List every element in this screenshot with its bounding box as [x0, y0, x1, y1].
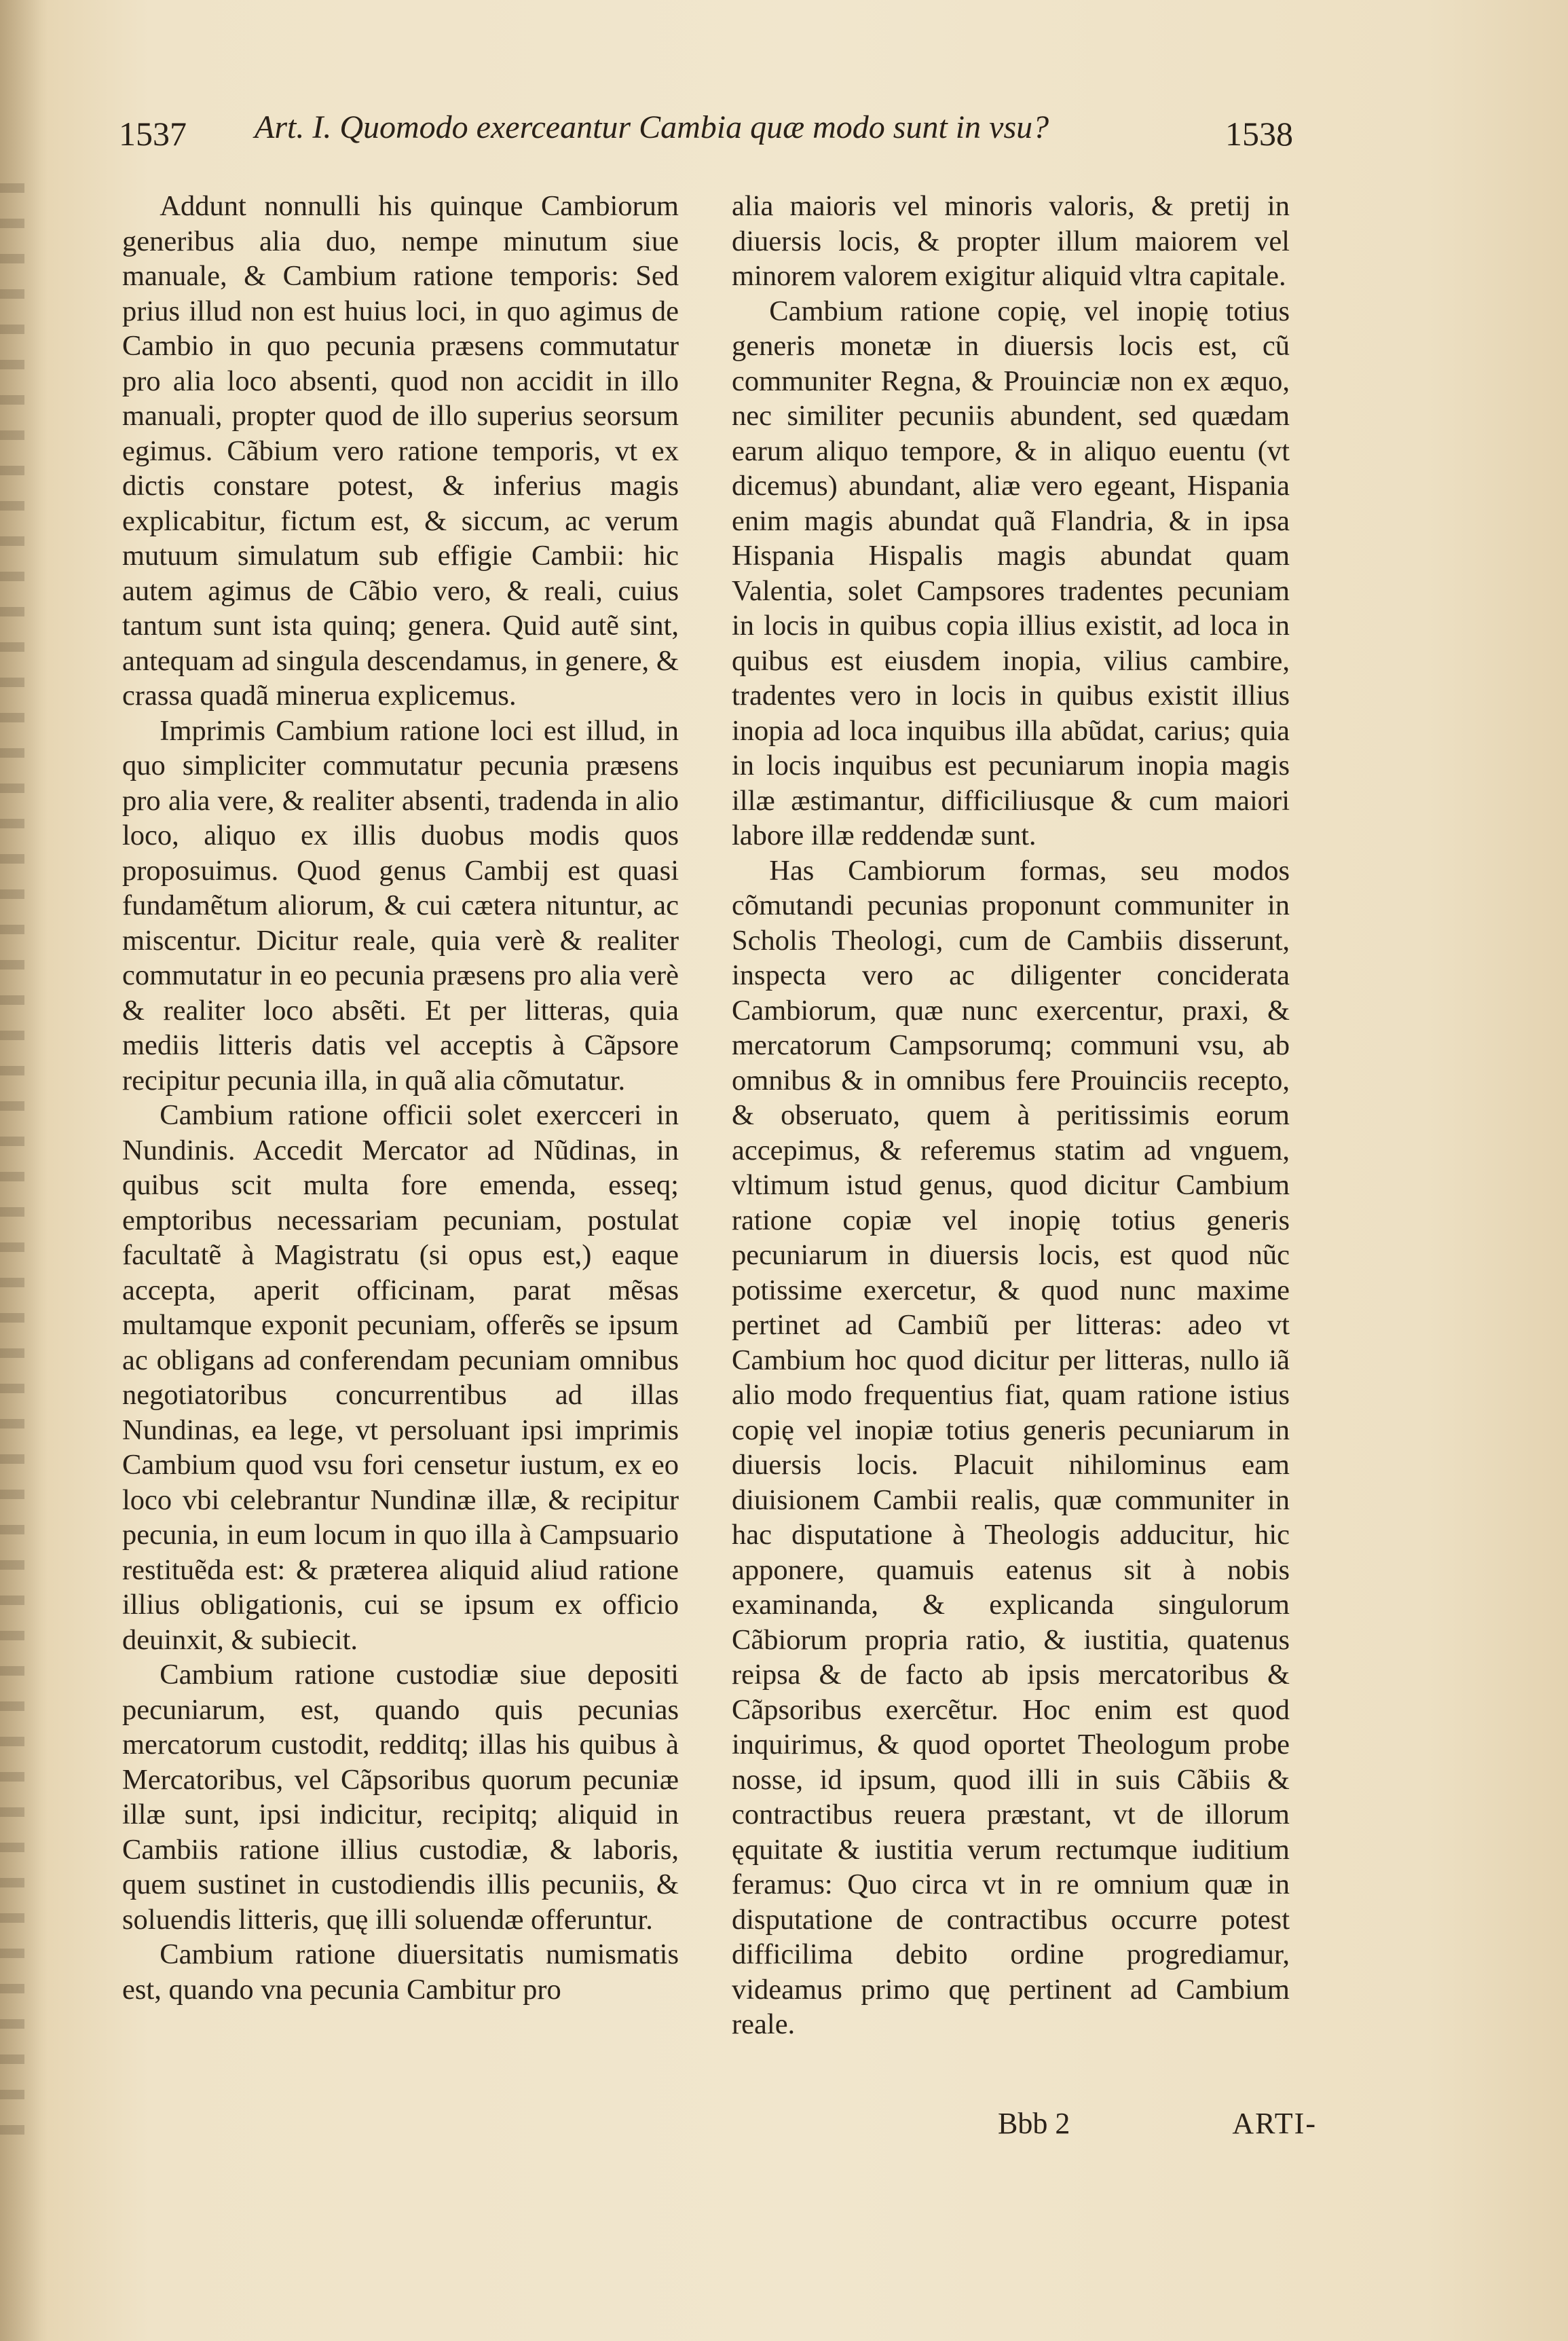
paragraph: Imprimis Cambium ratione loci est illud, in quo simpliciter commutatur pecunia præsens pro alia vere, & realiter absenti, tradenda in alio loco, aliquo ex illis duobus modis quos proposuimus. Quod genus Cambij est quasi fundamẽtum aliorum, & cui cætera nituntur, ac miscentur. Dicitur reale, quia verè & realiter commutatur in eo pecunia præsens pro alia verè & realiter loco absẽti. Et per litteras, quia mediis litteris datis vel acceptis à Cãpsore recipitur pecunia illa, in quã alia cõmutatur. [122, 714, 679, 1096]
paragraph: Cambium ratione custodiæ siue depositi pecuniarum, est, quando quis pecunias mercatorum custodit, redditq; illas his quibus à Mercatoribus, vel Cãpsoribus quorum pecuniæ illæ sunt, ipsi indicitur, recipitq; aliquid in Cambiis ratione illius custodiæ, & laboris, quem sustinet in custodiendis illis pecuniis, & soluendis litteris, quę illi soluendæ offeruntur. [122, 1659, 679, 1936]
paragraph: alia maioris vel minoris valoris, & pretij in diuersis locis, & propter illum maiorem vel minorem valorem exigitur aliquid vltra capitale. [732, 190, 1290, 292]
bleed-through-marks [0, 183, 24, 2152]
catchword: ARTI- [1232, 2107, 1317, 2140]
page-number-left: 1537 [119, 115, 187, 153]
running-header [119, 102, 1293, 163]
page-number-right: 1538 [1225, 115, 1293, 153]
paragraph: Cambium ratione diuersitatis numismatis est, quando vna pecunia Cambitur pro [122, 1938, 679, 2006]
page-footer [998, 2106, 1317, 2147]
paragraph: Cambium ratione officii solet exercceri in Nundinis. Accedit Mercator ad Nũdinas, in quibus scit multa fore emenda, esseq; emptoribus necessariam pecuniam, postulat facultatẽ à Magistratu (si opus est,) eaque accepta, aperit officinam, parat mẽsas multamque exponit pecuniam, offerẽs se ipsum ac obligans ad conferendam pecuniam omnibus negotiatoribus concurrentibus ad illas Nundinas, ea lege, vt persoluant ipsi imprimis Cambium quod vsu fori censetur iustum, ex eo loco vbi celebrantur Nundinæ illæ, & recipitur pecunia, in eum locum in quo illa à Campsuario restituẽda est: & præterea aliquid aliud ratione illius obligationis, cui se ipsum ex officio deuinxit, & subiecit. [122, 1099, 679, 1656]
paragraph: Cambium ratione copię, vel inopię totius generis monetæ in diuersis locis est, cũ communiter Regna, & Prouinciæ non ex æquo, nec similiter pecuniis abundent, sed quædam earum aliquo tempore, & in aliquo euentu (vt dicemus) abundant, aliæ vero egeant, Hispania enim magis abundat quã Flandria, & in ipsa Hispania Hispalis magis abundat quam Valentia, solet Campsores tradentes pecuniam in locis in quibus copia illius existit, ad loca in quibus est eiusdem inopia, vilius cambire, tradentes vero in locis in quibus existit illius inopia ad loca inquibus illa abũdat, carius; quia in locis inquibus est pecuniarum inopia magis illæ æstimantur, difficiliusque & cum maiori labore illæ reddendæ sunt. [732, 295, 1290, 851]
signature-mark: Bbb 2 [998, 2107, 1070, 2140]
right-column [732, 189, 1290, 2042]
paragraph: Addunt nonnulli his quinque Cambiorum generibus alia duo, nempe minutum siue manuale, & Cambium ratione temporis: Sed prius illud non est huius loci, in quo agimus de Cambio in quo pecunia præsens commutatur pro alia loco absenti, quod non accidit in illo manuali, propter quod de illo superius seorsum egimus. Cãbium vero ratione temporis, vt ex dictis constare potest, & inferius magis explicabitur, fictum est, & siccum, ac verum mutuum simulatum sub effigie Cambii: hic autem agimus de Cãbio vero, & reali, cuius tantum sunt ista quinq; genera. Quid autẽ sint, antequam ad singula descendamus, in genere, & crassa quadã minerua explicemus. [122, 190, 679, 712]
running-title: Art. I. Quomodo exerceantur Cambia quæ modo sunt in vsu? [255, 109, 1049, 145]
left-column [122, 189, 679, 2007]
paragraph: Has Cambiorum formas, seu modos cõmutandi pecunias proponunt communiter in Scholis Theologi, cum de Cambiis disserunt, inspecta vero ac diligenter conciderata Cambiorum, quæ nunc exercentur, praxi, & mercatorum Campsorumq; communi vsu, ab omnibus & in omnibus fere Prouinciis recepto, & obseruato, quem à peritissimis eorum accepimus, & referemus statim ad vnguem, vltimum istud genus, quod dicitur Cambium ratione copiæ vel inopię totius generis pecuniarum in diuersis locis, est quod nũc potissime exercetur, & quod nunc maxime pertinet ad Cambiũ per litteras: adeo vt Cambium hoc quod dicitur per litteras, nullo iã alio modo frequentius fiat, quam ratione istius copię vel inopiæ totius generis pecuniarum in diuersis locis. Placuit nihilominus eam diuisionem Cambii realis, quæ communiter in hac disputatione à Theologis adducitur, hic apponere, quamuis eatenus sit à nobis examinanda, & explicanda singulorum Cãbiorum propria ratio, & iustitia, quatenus reipsa & de facto ab ipsis mercatoribus & Cãpsoribus exercẽtur. Hoc enim est quod inquirimus, & quod oportet Theologum probe nosse, id ipsum, quod illi in suis Cãbiis & contractibus reuera præstant, vt de illorum ęquitate & iustitia verum rectumque iuditium feramus: Quo circa vt in re omnium quæ in disputatione de contractibus occurre potest difficilima debito ordine progrediamur, videamus primo quę pertinent ad Cambium reale. [732, 854, 1290, 2040]
